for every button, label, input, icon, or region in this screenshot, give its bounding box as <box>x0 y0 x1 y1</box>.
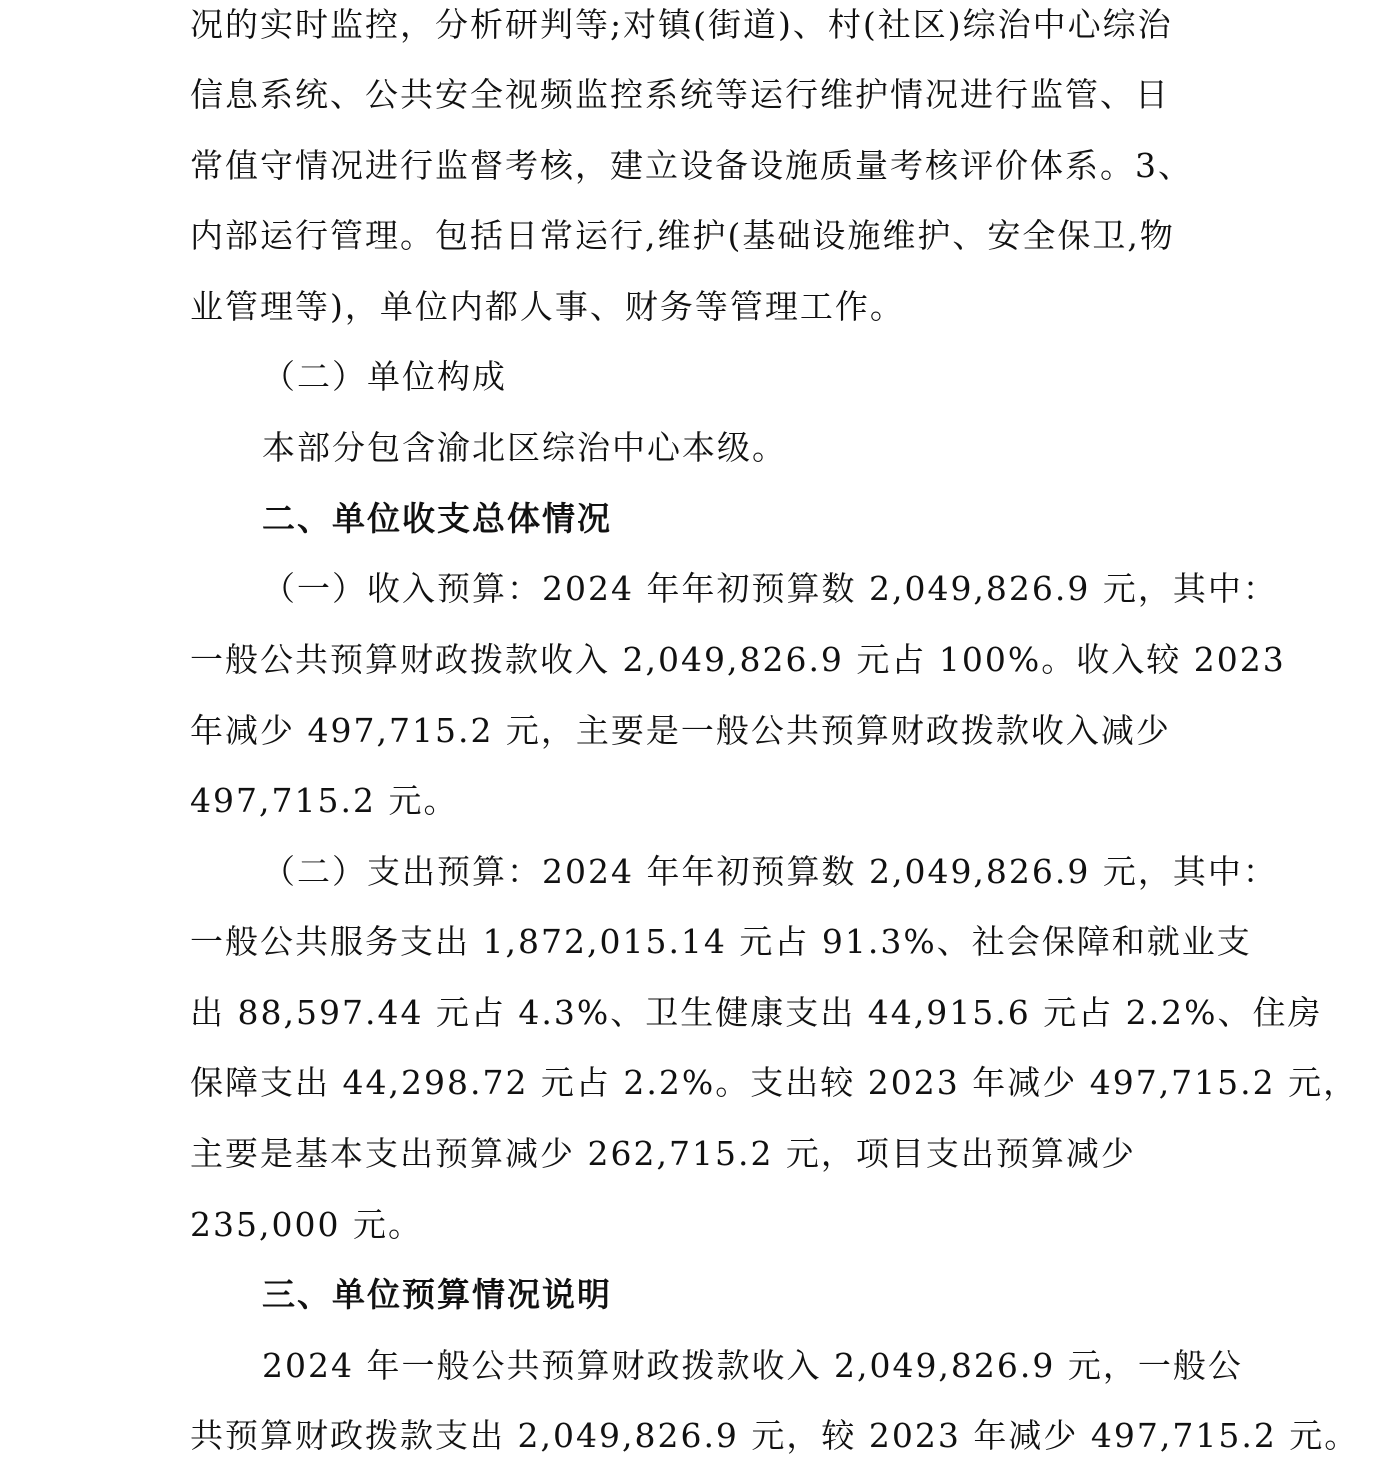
paragraph-line: 一般公共预算财政拨款收入 2,049,826.9 元占 100%。收入较 2023 <box>190 640 1286 679</box>
subsection-heading-unit-composition: （二）单位构成 <box>262 357 507 396</box>
paragraph-line: 主要是基本支出预算减少 262,715.2 元，项目支出预算减少 <box>190 1134 1136 1173</box>
paragraph-line: 497,715.2 元。 <box>190 781 459 820</box>
section-heading-income-expenditure: 二、单位收支总体情况 <box>262 499 612 538</box>
paragraph-line: 2024 年一般公共预算财政拨款收入 2,049,826.9 元，一般公 <box>262 1346 1243 1385</box>
paragraph-line: 年减少 497,715.2 元，主要是一般公共预算财政拨款收入减少 <box>190 711 1171 750</box>
paragraph-line: （二）支出预算：2024 年年初预算数 2,049,826.9 元，其中： <box>262 852 1278 891</box>
paragraph-line: 一般公共服务支出 1,872,015.14 元占 91.3%、社会保障和就业支 <box>190 922 1252 961</box>
paragraph-line: 信息系统、公共安全视频监控系统等运行维护情况进行监管、日 <box>190 75 1170 114</box>
paragraph-line: 出 88,597.44 元占 4.3%、卫生健康支出 44,915.6 元占 2.2%、住房 <box>190 993 1323 1032</box>
paragraph-line: 况的实时监控，分析研判等;对镇(街道)、村(社区)综治中心综治 <box>190 5 1173 44</box>
paragraph-line: 235,000 元。 <box>190 1205 423 1244</box>
paragraph-line: 常值守情况进行监督考核，建立设备设施质量考核评价体系。3、 <box>190 146 1193 185</box>
paragraph-line: （一）收入预算：2024 年年初预算数 2,049,826.9 元，其中： <box>262 569 1278 608</box>
paragraph-line: 内部运行管理。包括日常运行,维护(基础设施维护、安全保卫,物 <box>190 216 1175 255</box>
section-heading-budget-explanation: 三、单位预算情况说明 <box>262 1275 612 1314</box>
paragraph-line: 业管理等)，单位内都人事、财务等管理工作。 <box>190 287 905 326</box>
paragraph-line: 本部分包含渝北区综治中心本级。 <box>262 428 787 467</box>
paragraph-line: 保障支出 44,298.72 元占 2.2%。支出较 2023 年减少 497,715.2 元， <box>190 1063 1359 1102</box>
paragraph-line: 共预算财政拨款支出 2,049,826.9 元，较 2023 年减少 497,715.2 元。 <box>190 1416 1360 1455</box>
